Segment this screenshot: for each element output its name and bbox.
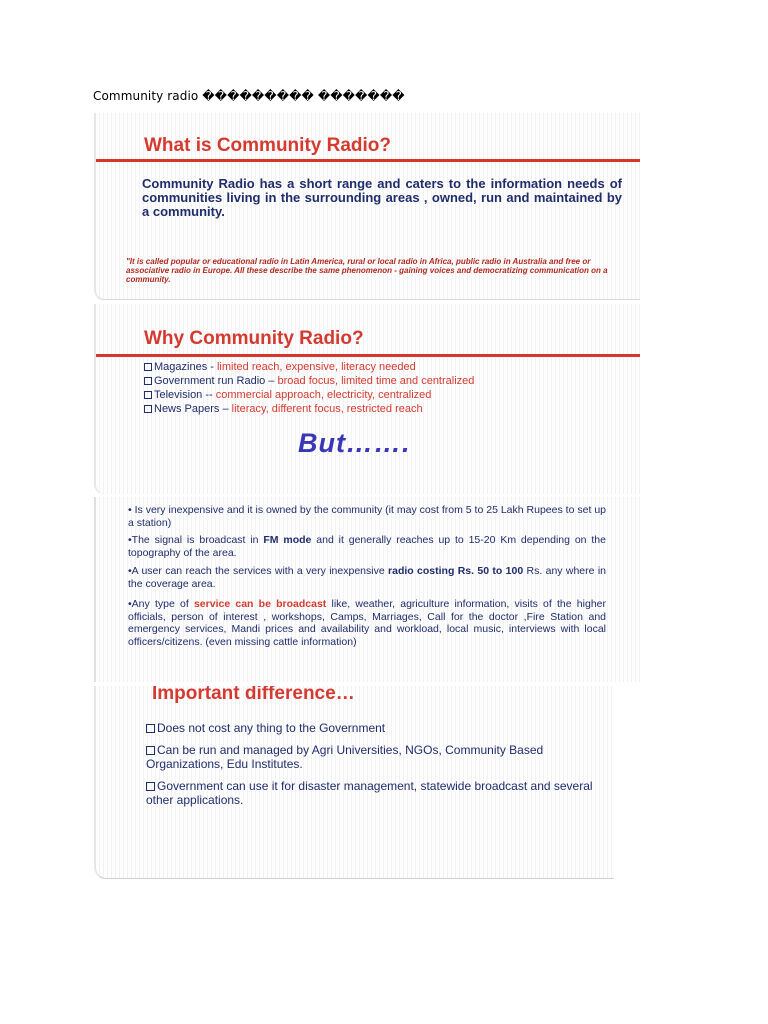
benefit-signal: •The signal is broadcast in FM mode and it generally reaches up to 15-20 Km depending on the topography of the area.: [128, 534, 606, 559]
list-item: Does not cost any thing to the Government: [146, 721, 606, 735]
slide-important-difference: [94, 686, 614, 879]
slide-benefits: [94, 497, 640, 682]
quote-note: "It is called popular or educational radio in Latin America, rural or local radio in Africa, public radio in Australia and free or associative radio in Europe. All these describe the same phenomenon - gaining voices and democratizing communication on a community.: [126, 257, 608, 284]
benefit-services: •Any type of service can be broadcast like, weather, agriculture information, visits of the higher officials, person of interest , workshops, Camps, Marriages, Call for the doctor ,Fire Station and emergency services, Mandi prices and availability and workload, local music, interviews with local officers/citizens. (even missing cattle information): [128, 598, 606, 648]
slide-what-is-community-radio: [94, 113, 640, 300]
but-text: But…….: [298, 428, 411, 458]
reasons-list: [144, 360, 474, 416]
slide-heading: Important difference…: [152, 686, 355, 704]
checkbox-bullet-icon: [144, 405, 152, 413]
slide-why-community-radio: [94, 304, 640, 494]
document-title: Community radio ��������� �������: [93, 89, 405, 103]
benefit-user-reach: •A user can reach the services with a very inexpensive radio costing Rs. 50 to 100 Rs. any where in the coverage area.: [128, 565, 606, 590]
list-item: Government can use it for disaster management, statewide broadcast and several other applications.: [146, 779, 593, 807]
list-item: Government run Radio – broad focus, limited time and centralized: [144, 374, 474, 388]
checkbox-bullet-icon: [146, 724, 155, 733]
list-item: News Papers – literacy, different focus, restricted reach: [144, 402, 474, 416]
checkbox-bullet-icon: [144, 377, 152, 385]
heading-rule: [96, 354, 640, 357]
checkbox-bullet-icon: [144, 363, 152, 371]
list-item: Magazines - limited reach, expensive, literacy needed: [144, 360, 474, 374]
benefit-cost: • Is very inexpensive and it is owned by the community (it may cost from 5 to 25 Lakh Rupees to set up a station): [128, 504, 606, 529]
heading-rule: [96, 159, 640, 162]
difference-list: [146, 721, 606, 815]
checkbox-bullet-icon: [146, 746, 155, 755]
slide-heading: Why Community Radio?: [144, 328, 364, 349]
list-item: Can be run and managed by Agri Universities, NGOs, Community Based Organizations, Edu Institutes.: [146, 743, 544, 771]
definition-text: Community Radio has a short range and caters to the information needs of communities living in the surrounding areas , owned, run and maintained by a community.: [142, 176, 622, 219]
checkbox-bullet-icon: [144, 391, 152, 399]
list-item: Television -- commercial approach, electricity, centralized: [144, 388, 474, 402]
checkbox-bullet-icon: [146, 782, 155, 791]
slide-heading: What is Community Radio?: [144, 135, 391, 156]
